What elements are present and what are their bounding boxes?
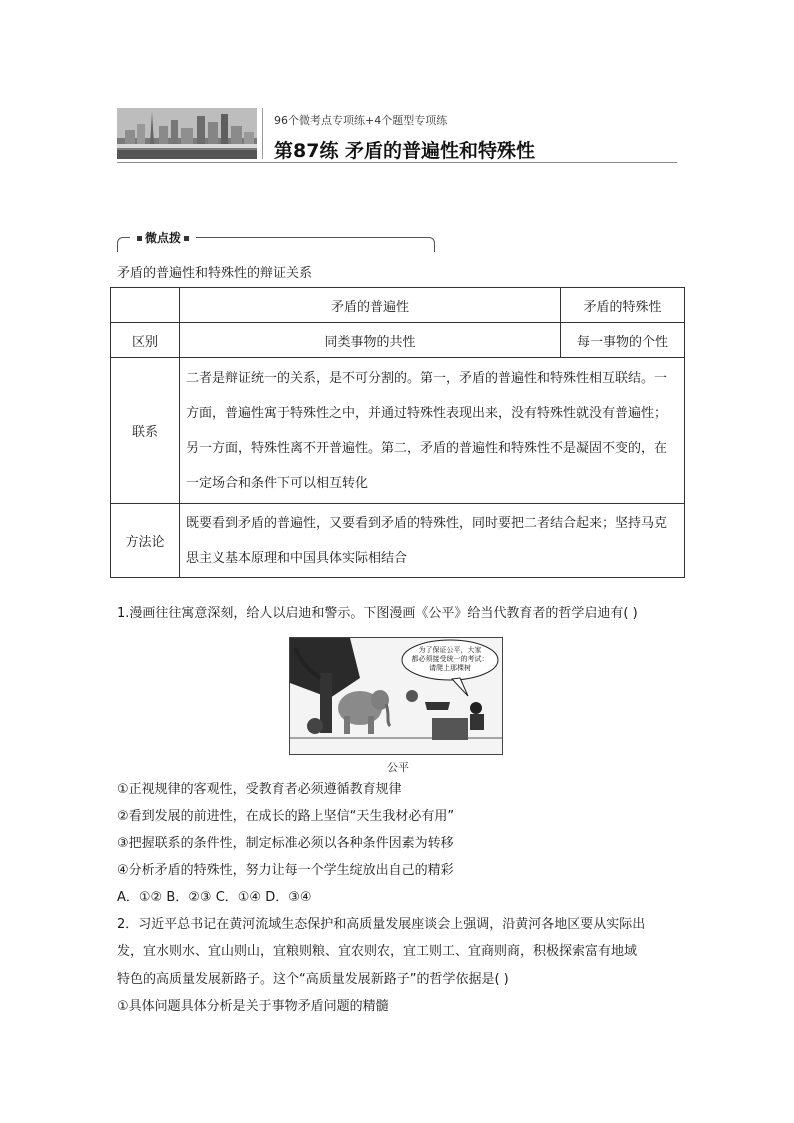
q1-option-2: ②看到发展的前进性，在成长的路上坚信“天生我材必有用” (117, 809, 455, 824)
header-universality: 矛盾的普遍性 (180, 288, 561, 323)
comparison-table (110, 287, 685, 578)
header-particularity: 矛盾的特殊性 (561, 288, 685, 323)
question-1-stem: 1.漫画往往寓意深刻，给人以启迪和警示。下图漫画《公平》给当代教育者的哲学启迪有( ) (117, 606, 638, 621)
q1-option-4: ④分析矛盾的特殊性，努力让每一个学生绽放出自己的精彩 (117, 863, 454, 878)
row-label-connection: 联系 (111, 358, 180, 504)
square-bullet-icon (184, 236, 189, 241)
table-row (111, 323, 685, 358)
question-2-line-2: 发，宜水则水、宜山则山，宜粮则粮、宜农则农，宜工则工、宜商则商，积极探索富有地域 (117, 944, 638, 959)
header-divider (262, 108, 263, 159)
cell-universality: 同类事物的共性 (180, 323, 561, 358)
table-header-row (111, 288, 685, 323)
q1-answer-choices: A．①② B．②③ C．①④ D．③④ (117, 890, 312, 905)
table-row (111, 358, 685, 504)
tip-label-text: 微点拨 (145, 231, 182, 245)
square-bullet-icon (137, 236, 142, 241)
q2-option-1: ①具体问题具体分析是关于事物矛盾问题的精髓 (117, 999, 389, 1014)
page-title: 第87练 矛盾的普遍性和特殊性 (274, 140, 536, 162)
cartoon-fairness (289, 637, 503, 755)
speech-line-2: 都必须接受统一的考试： (411, 655, 489, 663)
tip-label (130, 229, 196, 246)
series-subtitle: 96个微考点专项练+4个题型专项练 (274, 114, 448, 127)
question-2-line-1: 2．习近平总书记在黄河流域生态保护和高质量发展座谈会上强调，沿黄河各地区要从实际出 (117, 917, 646, 932)
row-label-methodology: 方法论 (111, 504, 180, 578)
cell-methodology: 既要看到矛盾的普遍性，又要看到矛盾的特殊性，同时要把二者结合起来；坚持马克思主义基本原理和中国具体实际相结合 (180, 504, 685, 578)
q1-option-3: ③把握联系的条件性，制定标准必须以各种条件因素为转移 (117, 836, 454, 851)
cell-connection: 二者是辩证统一的关系，是不可分割的。第一，矛盾的普遍性和特殊性相互联结。一方面，普遍性寓于特殊性之中，并通过特殊性表现出来，没有特殊性就没有普遍性；另一方面，特殊性离不开普遍性。第二，矛盾的普遍性和特殊性不是凝固不变的，在一定场合和条件下可以相互转化 (180, 358, 685, 504)
row-label-difference: 区别 (111, 323, 180, 358)
q1-option-1: ①正视规律的客观性，受教育者必须遵循教育规律 (117, 782, 402, 797)
cartoon-caption: 公平 (387, 761, 409, 774)
header-city-photo (117, 108, 257, 159)
header-rule (117, 162, 677, 163)
speech-line-1: 为了保证公平，大家 (418, 646, 482, 654)
speech-line-3: 请爬上那棵树 (429, 664, 471, 672)
question-2-line-3: 特色的高质量发展新路子。这个“高质量发展新路子”的哲学依据是( ) (117, 972, 509, 987)
table-row (111, 504, 685, 578)
cell-particularity: 每一事物的个性 (561, 323, 685, 358)
table-corner-cell (111, 288, 180, 323)
section-heading: 矛盾的普遍性和特殊性的辩证关系 (117, 266, 313, 281)
